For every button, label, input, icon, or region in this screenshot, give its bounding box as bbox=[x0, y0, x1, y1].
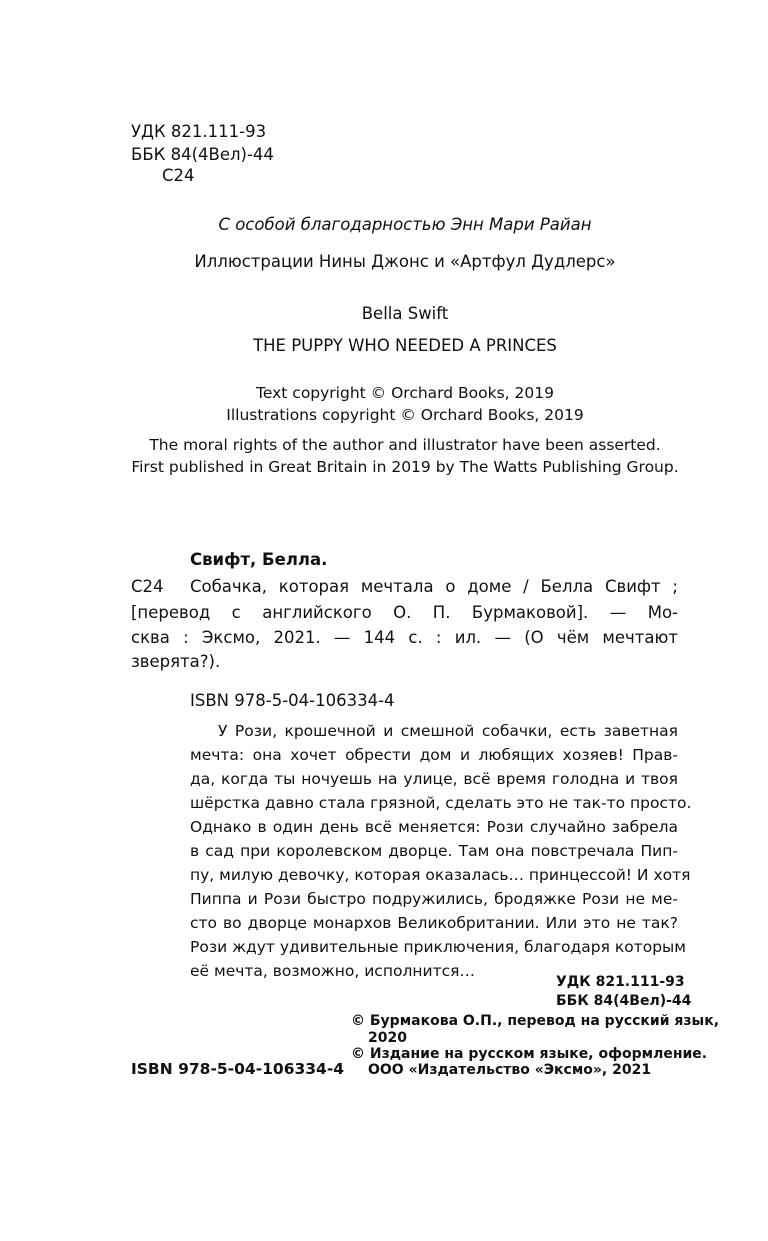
edition-copyright: © Издание на русском языке, оформление. bbox=[351, 1046, 708, 1062]
first-published: First published in Great Britain in 2019 by The Watts Publishing Group. bbox=[131, 458, 679, 476]
original-title: THE PUPPY WHO NEEDED A PRINCES bbox=[253, 336, 557, 355]
annotation-line: сто во дворце монархов Великобритании. Или это не так? bbox=[190, 914, 678, 932]
annotation-line: шёрстка давно стала грязной, сделать это не так-то просто. bbox=[190, 794, 692, 812]
udk-code-bottom: УДК 821.111-93 bbox=[556, 974, 685, 990]
bbk-code-top: ББК 84(4Вел)-44 bbox=[131, 145, 274, 164]
translation-copyright-year: 2020 bbox=[368, 1030, 407, 1046]
text-copyright: Text copyright © Orchard Books, 2019 bbox=[256, 384, 554, 402]
annotation-line: мечта: она хочет обрести дом и любящих хозяев! Прав- bbox=[190, 746, 678, 764]
edition-copyright-publisher: ООО «Издательство «Эксмо», 2021 bbox=[368, 1062, 652, 1078]
bbk-code-bottom: ББК 84(4Вел)-44 bbox=[556, 993, 692, 1009]
dedication: С особой благодарностью Энн Мари Райан bbox=[218, 215, 592, 234]
catalog-isbn: ISBN 978-5-04-106334-4 bbox=[190, 691, 395, 710]
annotation-line: Рози ждут удивительные приключения, благодаря которым bbox=[190, 938, 686, 956]
catalog-entry-line: зверята?). bbox=[131, 652, 221, 671]
illustrations-credit: Иллюстрации Нины Джонс и «Артфул Дудлерс» bbox=[194, 252, 616, 271]
annotation-line: пу, милую девочку, которая оказалась… принцессой! И хотя bbox=[190, 866, 691, 884]
udk-code-top: УДК 821.111-93 bbox=[131, 122, 267, 141]
catalog-entry-line: [перевод с английского О. П. Бурмаковой]. — Мо- bbox=[131, 603, 678, 622]
annotation-line: в сад при королевском дворце. Там она повстречала Пип- bbox=[190, 842, 678, 860]
original-author: Bella Swift bbox=[361, 304, 449, 323]
illustrations-copyright: Illustrations copyright © Orchard Books, 2019 bbox=[226, 406, 584, 424]
catalog-heading: Свифт, Белла. bbox=[190, 550, 328, 569]
catalog-mark: С24 bbox=[131, 577, 164, 596]
author-mark-top: С24 bbox=[162, 166, 195, 185]
annotation-line: Однако в один день всё меняется: Рози случайно забрела bbox=[190, 818, 678, 836]
annotation-line: Пиппа и Рози быстро подружились, бродяжке Рози не ме- bbox=[190, 890, 678, 908]
catalog-entry-line: Собачка, которая мечтала о доме / Белла Свифт ; bbox=[190, 577, 678, 596]
annotation-line: У Рози, крошечной и смешной собачки, есть заветная bbox=[218, 722, 678, 740]
annotation-line: да, когда ты ночуешь на улице, всё время голодна и твоя bbox=[190, 770, 678, 788]
annotation-line: её мечта, возможно, исполнится… bbox=[190, 962, 475, 980]
translation-copyright: © Бурмакова О.П., перевод на русский язык, bbox=[351, 1013, 720, 1029]
moral-rights: The moral rights of the author and illustrator have been asserted. bbox=[149, 436, 661, 454]
catalog-entry-line: сква : Эксмо, 2021. — 144 с. : ил. — (О чём мечтают bbox=[131, 628, 678, 647]
isbn-bottom: ISBN 978-5-04-106334-4 bbox=[131, 1060, 345, 1078]
